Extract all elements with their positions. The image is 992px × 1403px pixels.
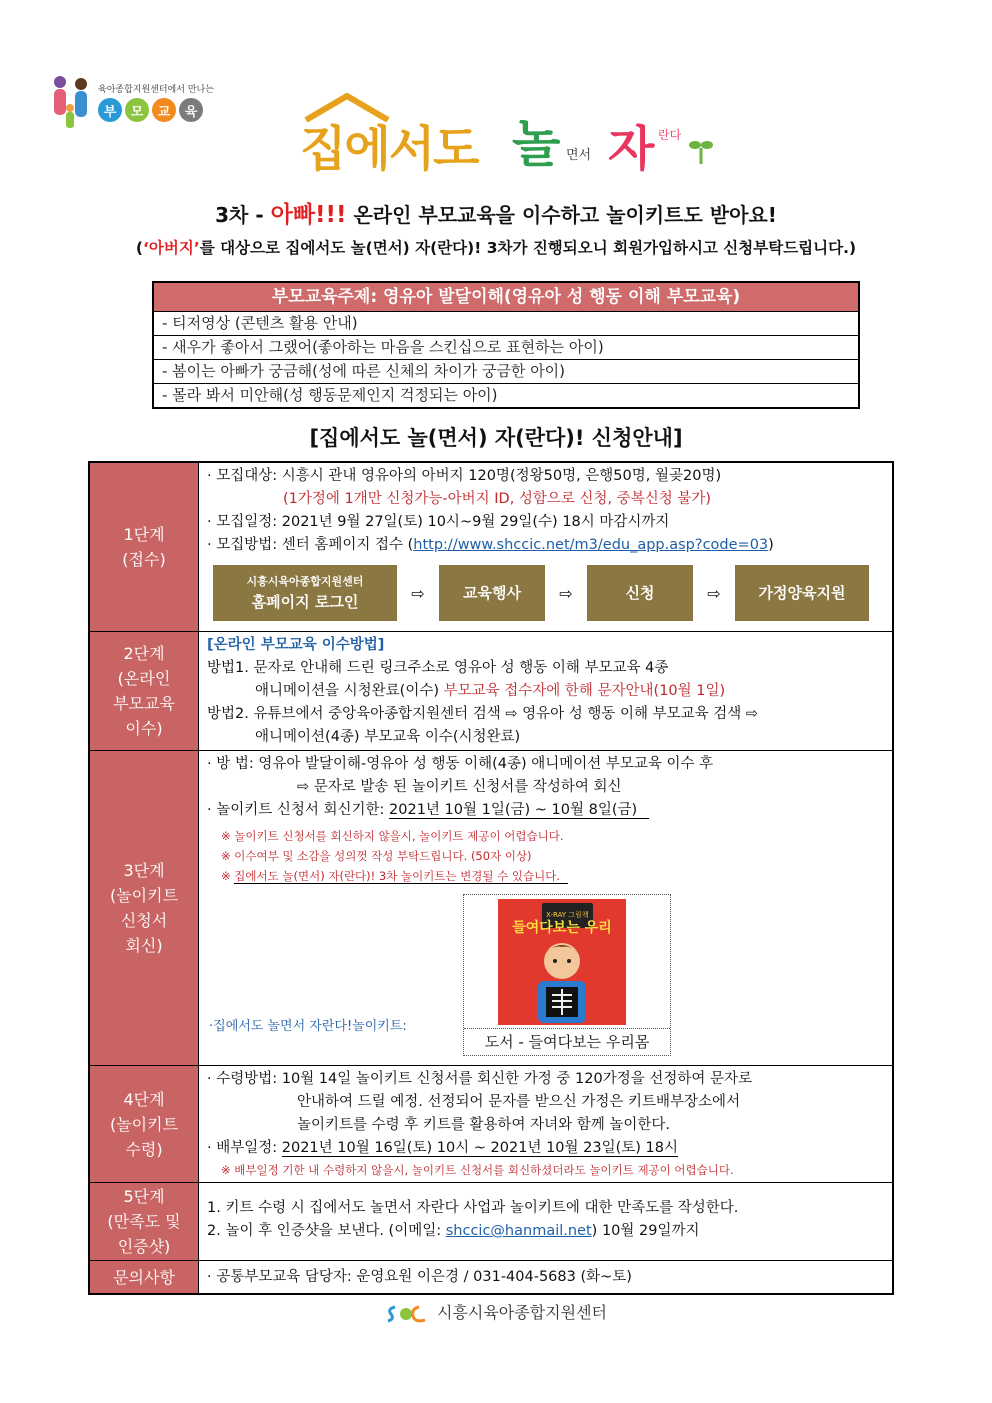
title-part2: 놀 bbox=[512, 115, 561, 173]
topic-header: 부모교육주제: 영유아 발달이해(영유아 성 행동 이해 부모교육) bbox=[154, 283, 858, 312]
logo-pill: 육 bbox=[179, 98, 203, 122]
recruit-method-close: ) bbox=[768, 537, 774, 553]
kit-note-3-mark: ※ bbox=[221, 869, 235, 883]
kit-method-cont: ⇨ 문자로 발송 된 놀이키트 신청서를 작성하여 회신 bbox=[297, 779, 622, 795]
method-1-detail: 애니메이션을 시청완료(이수) bbox=[255, 683, 444, 699]
book-cover-title: 들여다보는 우리 bbox=[512, 920, 612, 936]
contact-text: · 공통부모교육 담당자: 운영요원 이은경 / 031-404-5683 (화~토) bbox=[207, 1269, 632, 1285]
stage-2-row bbox=[90, 632, 892, 751]
logo-pill: 교 bbox=[152, 98, 176, 122]
section-title: [집에서도 놀(면서) 자(란다)! 신청안내] bbox=[309, 426, 683, 450]
subline-highlight: ‘아버지’ bbox=[143, 239, 200, 257]
stage-5-label: 5단계 (만족도 및 인증샷) bbox=[90, 1183, 199, 1260]
title-part2-small: 면서 bbox=[566, 148, 592, 163]
topic-box bbox=[152, 281, 860, 409]
recruit-method-text: · 모집방법: 센터 홈페이지 접수 ( bbox=[207, 537, 414, 553]
stage-1-row bbox=[90, 463, 892, 632]
headline-suffix: 온라인 부모교육을 이수하고 놀이키트도 받아요! bbox=[346, 203, 777, 227]
distribution-label: · 배부일정: bbox=[207, 1140, 282, 1156]
photo-step bbox=[207, 1220, 886, 1243]
child-xray-icon bbox=[522, 939, 602, 1023]
topic-item: - 새우가 좋아서 그랬어(좋아하는 마음을 스킨십으로 표현하는 아이) bbox=[154, 336, 858, 360]
recruit-method bbox=[207, 534, 886, 557]
kit-deadline bbox=[207, 799, 886, 822]
apply-flow bbox=[213, 565, 886, 621]
pickup-method-cont1: 안내하여 드릴 예정. 선정되어 문자를 받으신 가정은 키트배부장소에서 bbox=[297, 1094, 741, 1110]
headline-prefix: 3차 - bbox=[215, 203, 271, 227]
title-part1: 집에서도 bbox=[300, 121, 478, 177]
recruit-note: (1가정에 1개만 신청가능-아버지 ID, 성함으로 신청, 중복신청 불가) bbox=[283, 491, 712, 507]
apply-link[interactable]: http://www.shccic.net/m3/edu_app.asp?code=03 bbox=[413, 537, 769, 553]
kit-note-3-text: 집에서도 놀(면서) 자(란다)! 3차 놀이키트는 변경될 수 있습니다. bbox=[234, 869, 568, 884]
distribution-date: 2021년 10월 16일(토) 10시 ~ 2021년 10월 23일(토) 18시 bbox=[281, 1140, 678, 1156]
headline-highlight: 아빠!!! bbox=[270, 202, 347, 228]
parent-education-logo bbox=[48, 74, 218, 134]
stage-4-label: 4단계 (놀이키트 수령) bbox=[90, 1066, 199, 1182]
logo-pills bbox=[98, 98, 203, 122]
method-2: 방법2. 유튜브에서 중앙육아종합지원센터 검색 ⇨ 영유아 성 행동 이해 부모교육 검색 ⇨ bbox=[207, 706, 759, 722]
subline-rest: 를 대상으로 집에서도 놀(면서) 자(란다)! 3차가 진행되오니 회원가입하시고 신청부탁드립니다.) bbox=[199, 239, 857, 257]
logo-pill: 부 bbox=[98, 98, 122, 122]
stage-1-label: 1단계 (접수) bbox=[90, 463, 199, 631]
distribution-schedule bbox=[207, 1137, 886, 1160]
book-cover-image bbox=[498, 899, 626, 1025]
center-logo-icon bbox=[385, 1303, 433, 1325]
contact-label: 문의사항 bbox=[90, 1261, 199, 1293]
family-icon bbox=[48, 74, 96, 130]
application-guide-table bbox=[88, 461, 894, 1295]
stage-4-row bbox=[90, 1066, 892, 1183]
title-part3-small: 란다 bbox=[658, 128, 682, 142]
book-caption: 도서 - 들여다보는 우리몸 bbox=[464, 1028, 670, 1055]
subline bbox=[0, 236, 992, 258]
stage-2-content bbox=[199, 632, 892, 750]
arrow-right-icon: ⇨ bbox=[411, 583, 425, 603]
pickup-method-cont2: 놀이키트를 수령 후 키트를 활용하여 자녀와 함께 놀이한다. bbox=[297, 1117, 671, 1133]
contact-row bbox=[90, 1261, 892, 1293]
kit-book-figure bbox=[463, 894, 671, 1056]
method-2-cont: 애니메이션(4종) 부모교육 이수(시청완료) bbox=[255, 729, 521, 745]
stage-2-label: 2단계 (온라인 부모교육 이수) bbox=[90, 632, 199, 750]
recruit-target: · 모집대상: 시흥시 관내 영유아의 아버지 120명(정왕50명, 은행50명, 월곶20명) bbox=[207, 468, 722, 484]
method-1: 방법1. 문자로 안내해 드린 링크주소로 영유아 성 행동 이해 부모교육 4종 bbox=[207, 660, 669, 676]
kit-note-3 bbox=[207, 866, 886, 886]
stage-4-content bbox=[199, 1066, 892, 1182]
email-link[interactable]: shccic@hanmail.net bbox=[445, 1223, 592, 1239]
stage-5-row bbox=[90, 1183, 892, 1261]
kit-method: · 방 법: 영유아 발달이해-영유아 성 행동 이해(4종) 애니메이션 부모교육 이수 후 bbox=[207, 756, 714, 772]
title-part3: 자 bbox=[608, 121, 655, 177]
flow-step-edu-event[interactable]: 교육행사 bbox=[439, 565, 545, 621]
kit-note-2: ※ 이수여부 및 소감을 성의껏 작성 부탁드립니다. (50자 이상) bbox=[221, 849, 532, 863]
footer bbox=[0, 1300, 992, 1325]
satisfaction-step: 1. 키트 수령 시 집에서도 놀면서 자란다 사업과 놀이키트에 대한 만족도를 작성한다. bbox=[207, 1200, 739, 1216]
stage-1-content bbox=[199, 463, 892, 631]
logo-pill: 모 bbox=[125, 98, 149, 122]
sprout-icon bbox=[688, 136, 714, 166]
flow-step-login-label: 홈페이지 로그인 bbox=[251, 593, 359, 611]
flow-step-login-org: 시흥시육아종합지원센터 bbox=[246, 575, 364, 588]
stage-5-content bbox=[199, 1183, 892, 1260]
method-1-cont bbox=[207, 680, 886, 703]
logo-org-text: 육아종합지원센터에서 만나는 bbox=[98, 85, 214, 95]
pickup-method: · 수령방법: 10월 14일 놀이키트 신청서를 회신한 가정 중 120가정을 선정하여 문자로 bbox=[207, 1071, 752, 1087]
footer-org-name: 시흥시육아종합지원센터 bbox=[436, 1303, 608, 1322]
flow-step-home-care[interactable]: 가정양육지원 bbox=[735, 565, 869, 621]
stage-3-label: 3단계 (놀이키트 신청서 회신) bbox=[90, 751, 199, 1065]
headline bbox=[0, 196, 992, 229]
topic-item: - 티저영상 (콘텐츠 활용 안내) bbox=[154, 312, 858, 336]
method-1-note: 부모교육 접수자에 한해 문자안내(10월 1일) bbox=[443, 683, 726, 699]
arrow-right-icon: ⇨ bbox=[559, 583, 573, 603]
kit-deadline-date: 2021년 10월 1일(금) ~ 10월 8일(금) bbox=[389, 802, 649, 819]
online-method-heading: [온라인 부모교육 이수방법] bbox=[207, 637, 385, 653]
subline-open: ( bbox=[135, 239, 144, 257]
photo-step-text: 2. 놀이 후 인증샷을 보낸다. (이메일: bbox=[207, 1223, 446, 1239]
flow-step-login[interactable] bbox=[213, 565, 397, 621]
kit-deadline-label: · 놀이키트 신청서 회신기한: bbox=[207, 802, 390, 818]
pickup-note: ※ 배부일정 기한 내 수령하지 않을시, 놀이키트 신청서를 회신하셨더라도 놀이키트 제공이 어렵습니다. bbox=[221, 1163, 734, 1177]
kit-note-1: ※ 놀이키트 신청서를 회신하지 않을시, 놀이키트 제공이 어렵습니다. bbox=[221, 829, 564, 843]
recruit-schedule: · 모집일정: 2021년 9월 27일(토) 10시~9월 29일(수) 18시 마감시까지 bbox=[207, 514, 670, 530]
topic-item: - 봄이는 아빠가 궁금해(성에 따른 신체의 차이가 궁금한 아이) bbox=[154, 360, 858, 384]
flow-step-apply[interactable]: 신청 bbox=[587, 565, 693, 621]
stage-3-content bbox=[199, 751, 892, 1065]
kit-label: ·집에서도 놀면서 자란다!놀이키트: bbox=[209, 1019, 407, 1034]
book-badge: X-RAY 그림책 bbox=[542, 903, 593, 928]
program-title bbox=[290, 92, 730, 177]
stage-3-row bbox=[90, 751, 892, 1066]
arrow-right-icon: ⇨ bbox=[707, 583, 721, 603]
topic-item: - 몰라 봐서 미안해(성 행동문제인지 걱정되는 아이) bbox=[162, 386, 498, 404]
photo-step-deadline: ) 10월 29일까지 bbox=[591, 1223, 700, 1239]
